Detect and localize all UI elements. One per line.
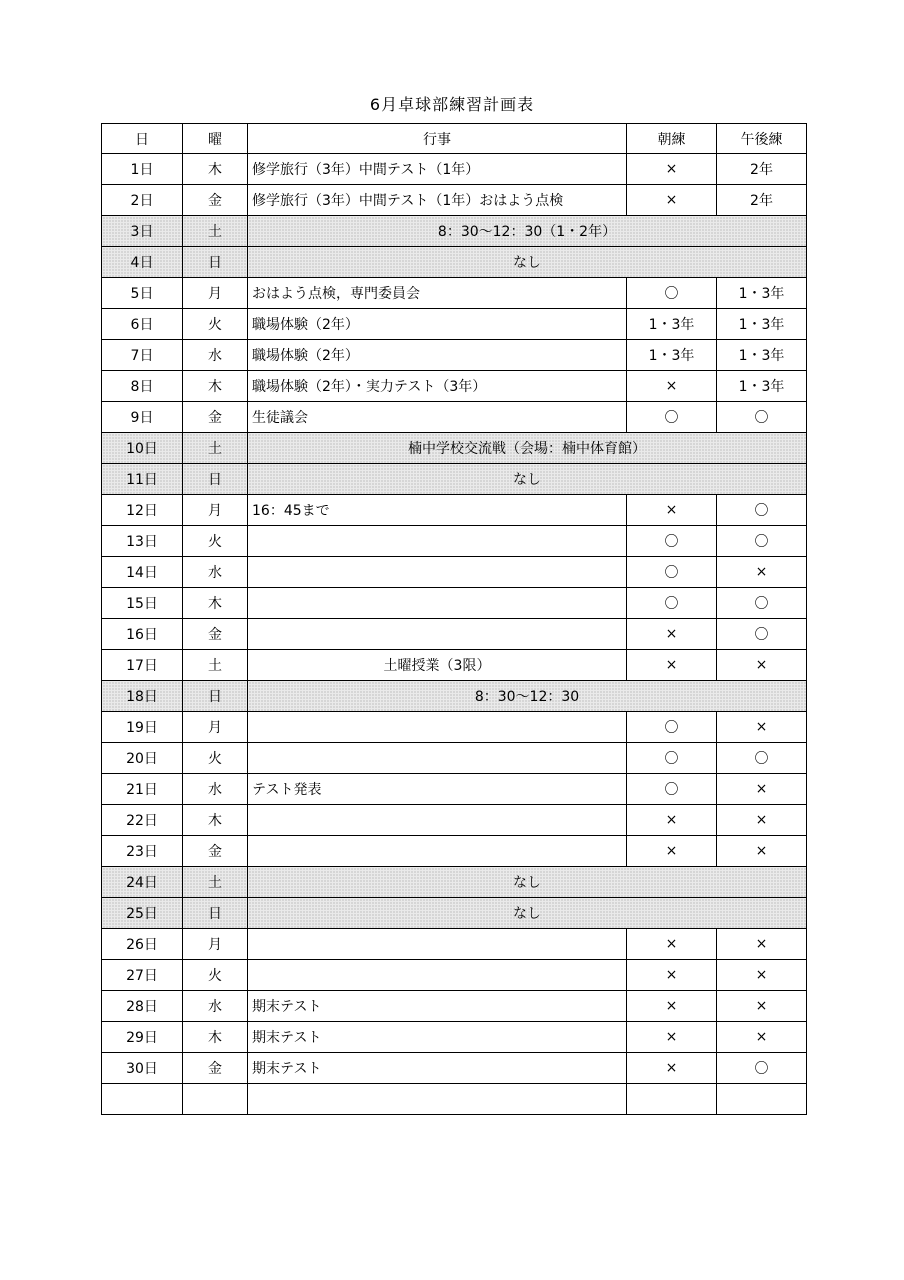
event-cell: テスト発表	[248, 774, 627, 805]
afternoon-practice-cell: ×	[717, 960, 807, 991]
day-cell: 7日	[102, 340, 183, 371]
header-day: 日	[102, 124, 183, 154]
day-cell: 8日	[102, 371, 183, 402]
event-cell: 期末テスト	[248, 1022, 627, 1053]
event-cell: なし	[248, 247, 807, 278]
day-cell: 16日	[102, 619, 183, 650]
day-cell: 3日	[102, 216, 183, 247]
morning-practice-cell: ×	[627, 836, 717, 867]
schedule-row	[102, 681, 807, 712]
weekday-cell: 土	[183, 216, 248, 247]
morning-practice-cell: 1・3年	[627, 340, 717, 371]
weekday-cell	[183, 1084, 248, 1115]
day-cell	[102, 1084, 183, 1115]
weekday-cell: 水	[183, 774, 248, 805]
event-cell: 職場体験（2年）	[248, 309, 627, 340]
weekday-cell: 日	[183, 681, 248, 712]
empty-row	[102, 1084, 807, 1115]
morning-practice-cell: 1・3年	[627, 309, 717, 340]
morning-practice-cell: ×	[627, 1053, 717, 1084]
day-cell: 9日	[102, 402, 183, 433]
morning-practice-cell	[627, 1084, 717, 1115]
day-cell: 11日	[102, 464, 183, 495]
weekday-cell: 水	[183, 991, 248, 1022]
afternoon-practice-cell: 〇	[717, 1053, 807, 1084]
event-cell: おはよう点検，専門委員会	[248, 278, 627, 309]
weekday-cell: 水	[183, 557, 248, 588]
event-cell: 職場体験（2年）	[248, 340, 627, 371]
event-cell: なし	[248, 898, 807, 929]
day-cell: 30日	[102, 1053, 183, 1084]
practice-schedule-table	[101, 123, 807, 1115]
day-cell: 21日	[102, 774, 183, 805]
weekday-cell: 木	[183, 154, 248, 185]
schedule-row	[102, 991, 807, 1022]
event-cell	[248, 1084, 627, 1115]
day-cell: 20日	[102, 743, 183, 774]
schedule-row	[102, 588, 807, 619]
header-morning-practice: 朝練	[627, 124, 717, 154]
event-cell: 修学旅行（3年）中間テスト（1年）おはよう点検	[248, 185, 627, 216]
afternoon-practice-cell: 〇	[717, 743, 807, 774]
weekday-cell: 木	[183, 1022, 248, 1053]
schedule-row	[102, 278, 807, 309]
morning-practice-cell: 〇	[627, 526, 717, 557]
afternoon-practice-cell: 1・3年	[717, 278, 807, 309]
afternoon-practice-cell: 〇	[717, 526, 807, 557]
schedule-row	[102, 805, 807, 836]
afternoon-practice-cell: ×	[717, 991, 807, 1022]
schedule-row	[102, 836, 807, 867]
morning-practice-cell: ×	[627, 371, 717, 402]
event-cell	[248, 805, 627, 836]
schedule-row	[102, 526, 807, 557]
day-cell: 2日	[102, 185, 183, 216]
event-cell	[248, 929, 627, 960]
afternoon-practice-cell: 〇	[717, 588, 807, 619]
day-cell: 26日	[102, 929, 183, 960]
afternoon-practice-cell: 〇	[717, 619, 807, 650]
schedule-row	[102, 495, 807, 526]
event-cell	[248, 619, 627, 650]
afternoon-practice-cell: ×	[717, 805, 807, 836]
day-cell: 17日	[102, 650, 183, 681]
weekday-cell: 金	[183, 836, 248, 867]
day-cell: 13日	[102, 526, 183, 557]
day-cell: 4日	[102, 247, 183, 278]
day-cell: 29日	[102, 1022, 183, 1053]
schedule-row	[102, 340, 807, 371]
day-cell: 28日	[102, 991, 183, 1022]
schedule-row	[102, 464, 807, 495]
day-cell: 12日	[102, 495, 183, 526]
weekday-cell: 日	[183, 464, 248, 495]
weekday-cell: 日	[183, 898, 248, 929]
day-cell: 18日	[102, 681, 183, 712]
event-cell: 8：30～12：30	[248, 681, 807, 712]
weekday-cell: 金	[183, 1053, 248, 1084]
event-cell	[248, 526, 627, 557]
schedule-row	[102, 402, 807, 433]
weekday-cell: 木	[183, 371, 248, 402]
morning-practice-cell: ×	[627, 185, 717, 216]
day-cell: 14日	[102, 557, 183, 588]
morning-practice-cell: ×	[627, 619, 717, 650]
morning-practice-cell: 〇	[627, 774, 717, 805]
weekday-cell: 土	[183, 650, 248, 681]
schedule-row	[102, 743, 807, 774]
weekday-cell: 木	[183, 588, 248, 619]
schedule-row	[102, 309, 807, 340]
morning-practice-cell: ×	[627, 805, 717, 836]
afternoon-practice-cell: ×	[717, 929, 807, 960]
schedule-row	[102, 650, 807, 681]
day-cell: 10日	[102, 433, 183, 464]
morning-practice-cell: 〇	[627, 588, 717, 619]
event-cell	[248, 836, 627, 867]
day-cell: 27日	[102, 960, 183, 991]
afternoon-practice-cell: 1・3年	[717, 309, 807, 340]
day-cell: 5日	[102, 278, 183, 309]
day-cell: 15日	[102, 588, 183, 619]
page-title: 6月卓球部練習計画表	[369, 95, 535, 114]
day-cell: 24日	[102, 867, 183, 898]
event-cell: 生徒議会	[248, 402, 627, 433]
afternoon-practice-cell	[717, 1084, 807, 1115]
weekday-cell: 火	[183, 960, 248, 991]
afternoon-practice-cell: ×	[717, 557, 807, 588]
event-cell: 16：45まで	[248, 495, 627, 526]
weekday-cell: 水	[183, 340, 248, 371]
morning-practice-cell: ×	[627, 1022, 717, 1053]
schedule-row	[102, 929, 807, 960]
event-cell	[248, 712, 627, 743]
morning-practice-cell: ×	[627, 495, 717, 526]
schedule-row	[102, 371, 807, 402]
schedule-row	[102, 867, 807, 898]
schedule-row	[102, 774, 807, 805]
weekday-cell: 月	[183, 712, 248, 743]
morning-practice-cell: ×	[627, 960, 717, 991]
schedule-row	[102, 154, 807, 185]
weekday-cell: 金	[183, 402, 248, 433]
weekday-cell: 金	[183, 185, 248, 216]
header-event: 行事	[248, 124, 627, 154]
morning-practice-cell: ×	[627, 154, 717, 185]
afternoon-practice-cell: ×	[717, 1022, 807, 1053]
weekday-cell: 土	[183, 433, 248, 464]
header-weekday: 曜	[183, 124, 248, 154]
schedule-row	[102, 557, 807, 588]
event-cell	[248, 588, 627, 619]
weekday-cell: 月	[183, 495, 248, 526]
afternoon-practice-cell: ×	[717, 712, 807, 743]
afternoon-practice-cell: 2年	[717, 185, 807, 216]
day-cell: 25日	[102, 898, 183, 929]
afternoon-practice-cell: 1・3年	[717, 371, 807, 402]
morning-practice-cell: ×	[627, 650, 717, 681]
weekday-cell: 月	[183, 929, 248, 960]
schedule-row	[102, 1053, 807, 1084]
afternoon-practice-cell: ×	[717, 774, 807, 805]
weekday-cell: 火	[183, 309, 248, 340]
afternoon-practice-cell: ×	[717, 836, 807, 867]
afternoon-practice-cell: 2年	[717, 154, 807, 185]
weekday-cell: 土	[183, 867, 248, 898]
event-cell	[248, 557, 627, 588]
event-cell: 職場体験（2年）・実力テスト（3年）	[248, 371, 627, 402]
morning-practice-cell: ×	[627, 929, 717, 960]
schedule-row	[102, 898, 807, 929]
afternoon-practice-cell: 〇	[717, 402, 807, 433]
weekday-cell: 月	[183, 278, 248, 309]
event-cell: 土曜授業（3限）	[248, 650, 627, 681]
weekday-cell: 火	[183, 743, 248, 774]
weekday-cell: 火	[183, 526, 248, 557]
morning-practice-cell: 〇	[627, 712, 717, 743]
day-cell: 1日	[102, 154, 183, 185]
event-cell	[248, 743, 627, 774]
morning-practice-cell: 〇	[627, 557, 717, 588]
header-row	[102, 124, 807, 154]
schedule-row	[102, 216, 807, 247]
event-cell: 楠中学校交流戦（会場：楠中体育館）	[248, 433, 807, 464]
event-cell: なし	[248, 867, 807, 898]
day-cell: 23日	[102, 836, 183, 867]
day-cell: 6日	[102, 309, 183, 340]
schedule-row	[102, 619, 807, 650]
header-afternoon-practice: 午後練	[717, 124, 807, 154]
morning-practice-cell: 〇	[627, 278, 717, 309]
event-cell: 期末テスト	[248, 991, 627, 1022]
weekday-cell: 金	[183, 619, 248, 650]
schedule-row	[102, 1022, 807, 1053]
schedule-row	[102, 712, 807, 743]
schedule-row	[102, 960, 807, 991]
event-cell	[248, 960, 627, 991]
morning-practice-cell: ×	[627, 991, 717, 1022]
afternoon-practice-cell: ×	[717, 650, 807, 681]
weekday-cell: 日	[183, 247, 248, 278]
event-cell: 期末テスト	[248, 1053, 627, 1084]
event-cell: 修学旅行（3年）中間テスト（1年）	[248, 154, 627, 185]
weekday-cell: 木	[183, 805, 248, 836]
morning-practice-cell: 〇	[627, 743, 717, 774]
event-cell: 8：30～12：30（1・2年）	[248, 216, 807, 247]
afternoon-practice-cell: 1・3年	[717, 340, 807, 371]
event-cell: なし	[248, 464, 807, 495]
schedule-row	[102, 433, 807, 464]
schedule-row	[102, 185, 807, 216]
day-cell: 22日	[102, 805, 183, 836]
morning-practice-cell: 〇	[627, 402, 717, 433]
afternoon-practice-cell: 〇	[717, 495, 807, 526]
schedule-row	[102, 247, 807, 278]
day-cell: 19日	[102, 712, 183, 743]
